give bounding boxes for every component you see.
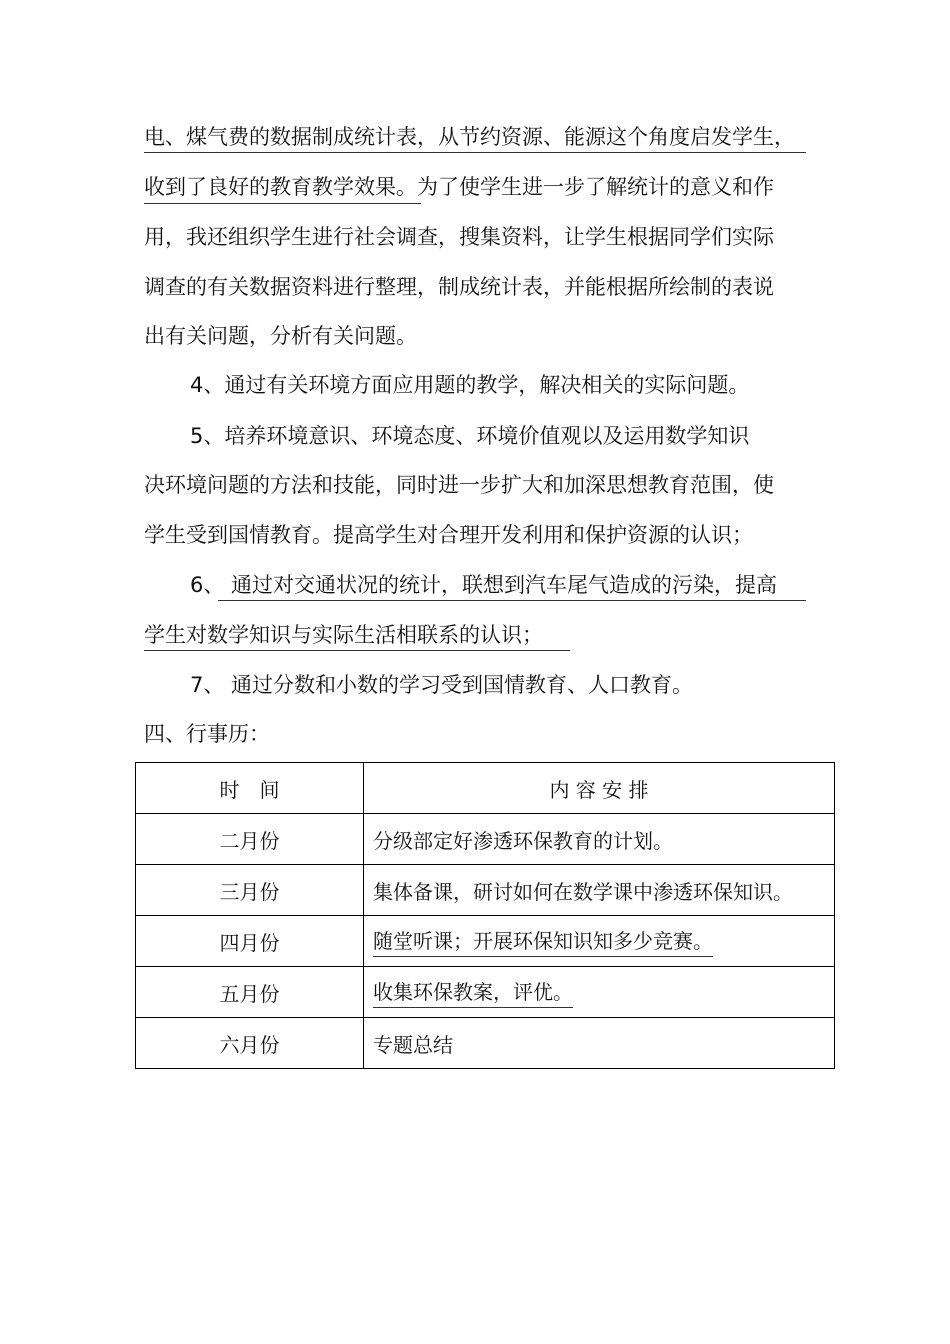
row-time: 二月份 (136, 814, 364, 865)
row-content-cell (364, 967, 835, 1018)
row-content: 集体备课，研讨如何在数学课中渗透环保知识。 (364, 865, 835, 916)
list-item-4: 4、通过有关环境方面应用题的教学，解决相关的实际问题。 (190, 373, 750, 397)
table-row (136, 916, 835, 967)
paragraph-line: 出有关问题，分析有关问题。 (144, 324, 417, 348)
table-row (136, 967, 835, 1018)
list-item-7: 7、 通过分数和小数的学习受到国情教育、人口教育。 (190, 673, 694, 697)
row-content: 收集环保教案，评优。 (373, 976, 573, 1008)
list-item-5: 5、培养环境意识、环境态度、环境价值观以及运用数学知识 (190, 424, 750, 448)
row-time: 四月份 (136, 916, 364, 967)
paragraph-line: 用，我还组织学生进行社会调查，搜集资料，让学生根据同学们实际 (144, 225, 774, 249)
paragraph-line: 收到了良好的教育教学效果。为了使学生进一步了解统计的意义和作 (144, 175, 774, 199)
row-content: 分级部定好渗透环保教育的计划。 (364, 814, 835, 865)
row-content: 随堂听课；开展环保知识知多少竞赛。 (373, 925, 713, 957)
table-row (136, 814, 835, 865)
row-content: 专题总结 (364, 1018, 835, 1069)
paragraph-line: 学生受到国情教育。提高学生对合理开发利用和保护资源的认识； (144, 523, 753, 547)
header-content: 内 容 安 排 (364, 763, 835, 814)
paragraph-line: 电、煤气费的数据制成统计表，从节约资源、能源这个角度启发学生， (144, 125, 795, 149)
paragraph-line: 调查的有关数据资料进行整理，制成统计表，并能根据所绘制的表说 (144, 275, 774, 299)
schedule-table (135, 762, 835, 1069)
table-row (136, 1018, 835, 1069)
underline (144, 203, 421, 204)
underline (144, 152, 806, 153)
paragraph-line: 决环境问题的方法和技能，同时进一步扩大和加深思想教育范围，使 (144, 473, 774, 497)
table-row (136, 865, 835, 916)
list-item-6: 6、 通过对交通状况的统计，联想到汽车尾气造成的污染，提高 (190, 573, 778, 597)
row-time: 六月份 (136, 1018, 364, 1069)
header-time: 时 间 (136, 763, 364, 814)
section-heading: 四、行事历： (144, 722, 270, 746)
paragraph-line: 学生对数学知识与实际生活相联系的认识； (144, 623, 543, 647)
row-time: 三月份 (136, 865, 364, 916)
underline (144, 650, 570, 651)
row-time: 五月份 (136, 967, 364, 1018)
underline (218, 600, 806, 601)
table-header-row (136, 763, 835, 814)
row-content-cell (364, 916, 835, 967)
